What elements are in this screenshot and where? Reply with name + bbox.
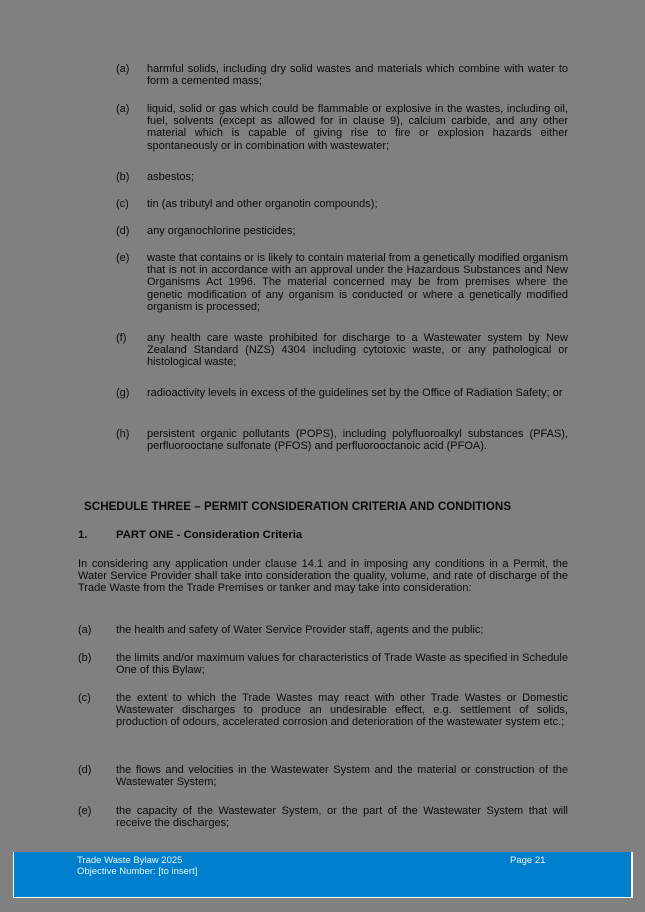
list-item-label: (f)	[116, 332, 127, 344]
criteria-label: (b)	[78, 652, 92, 664]
criteria-text: the extent to which the Trade Wastes may react with other Trade Wastes or Domestic Wastewater discharges to produce an undesirable effect, e.g. settlement of solids, production of odours, accelerated corrosion and deterioration of the wastewater system etc.;	[116, 692, 568, 729]
list-item-text: tin (as tributyl and other organotin compounds);	[147, 198, 378, 210]
criteria-label: (d)	[78, 764, 92, 776]
criteria-text: the health and safety of Water Service Provider staff, agents and the public;	[116, 624, 484, 636]
criteria-text: the limits and/or maximum values for characteristics of Trade Waste as specified in Schedule One of this Bylaw;	[116, 652, 568, 677]
list-item-text: persistent organic pollutants (POPS), including polyfluoroalkyl substances (PFAS), perfluorooctane sulfonate (PFOS) and perfluorooctanoic acid (PFOA).	[147, 428, 568, 453]
list-item-label: (e)	[116, 252, 130, 264]
list-item-label: (d)	[116, 225, 130, 237]
footer-page-number: Page 21	[510, 855, 546, 866]
criteria-label: (e)	[78, 805, 92, 817]
intro-paragraph: In considering any application under clause 14.1 and in imposing any conditions in a Permit, the Water Service Provider shall take into consideration the quality, volume, and rate of discharge of the Trade Waste from the Trade Premises or tanker and may take into consideration:	[78, 558, 568, 595]
list-item-label: (b)	[116, 171, 130, 183]
list-item-label: (a)	[116, 63, 130, 75]
criteria-text: the capacity of the Wastewater System, or the part of the Wastewater System that will receive the discharges;	[116, 805, 568, 830]
list-item-text: any organochlorine pesticides;	[147, 225, 296, 237]
list-item-text: asbestos;	[147, 171, 195, 183]
criteria-text: the flows and velocities in the Wastewater System and the material or construction of the Wastewater System;	[116, 764, 568, 789]
list-item-label: (c)	[116, 198, 129, 210]
list-item-text: any health care waste prohibited for discharge to a Wastewater system by New Zealand Standard (NZS) 4304 including cytotoxic waste, or any pathological or histological waste;	[147, 332, 568, 369]
criteria-label: (a)	[78, 624, 92, 636]
part-title: PART ONE - Consideration Criteria	[116, 529, 303, 541]
list-item-text: waste that contains or is likely to contain material from a genetically modified organism that is not in accordance with an approval under the Hazardous Substances and New Organisms Act 1996. The material concerned may be from premises where the genetic modification of any organism is conducted or where a genetically modified organism is processed;	[147, 252, 568, 313]
page-footer	[13, 852, 633, 898]
list-item-label: (h)	[116, 428, 130, 440]
list-item-label: (g)	[116, 387, 130, 399]
criteria-label: (c)	[78, 692, 91, 704]
list-item-text: radioactivity levels in excess of the guidelines set by the Office of Radiation Safety; or	[147, 387, 563, 399]
list-item-text: harmful solids, including dry solid wastes and materials which combine with water to form a cemented mass;	[147, 63, 568, 88]
footer-objective-number: Objective Number: [to insert]	[77, 866, 198, 877]
footer-document-title: Trade Waste Bylaw 2025	[77, 855, 183, 866]
schedule-title: SCHEDULE THREE – PERMIT CONSIDERATION CRITERIA AND CONDITIONS	[84, 500, 512, 513]
list-item-label: (a)	[116, 103, 130, 115]
list-item-text: liquid, solid or gas which could be flammable or explosive in the wastes, including oil, fuel, solvents (except as allowed for in clause 9), calcium carbide, and any other material which is capable of giving rise to fire or explosion hazards either spontaneously or in combination with wastewater;	[147, 103, 568, 152]
part-number: 1.	[78, 529, 88, 541]
